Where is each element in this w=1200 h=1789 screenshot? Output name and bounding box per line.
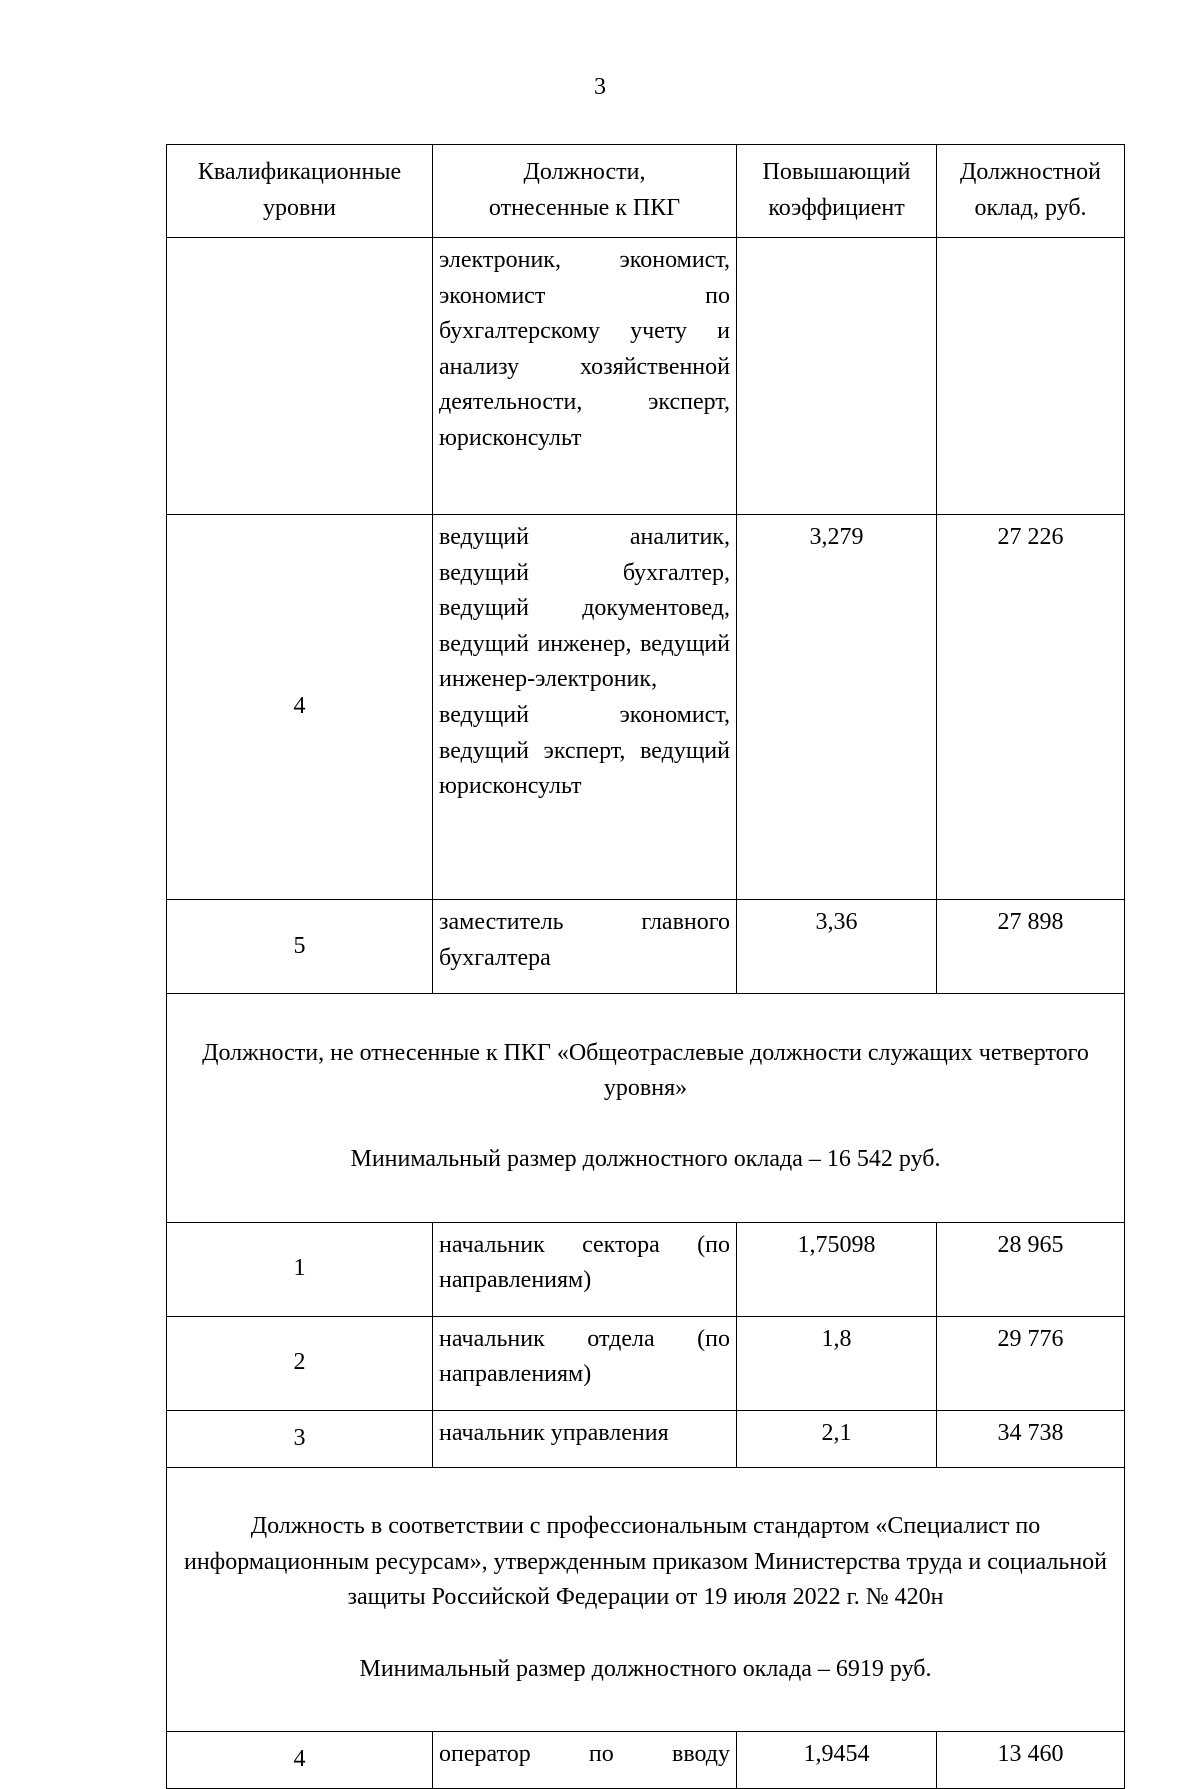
cell-coefficient xyxy=(737,238,937,515)
section-title: Должность в соответствии с профессиональным стандартом «Специалист по информационным ресурсам», утвержденным приказом Министерства труда и социальной защиты Российской Федерации от 19 июля 2022 г. № 420н xyxy=(183,1513,1108,1611)
cell-coefficient: 3,36 xyxy=(737,900,937,994)
cell-coefficient: 2,1 xyxy=(737,1410,937,1467)
cell-level: 3 xyxy=(167,1410,433,1467)
table-header-row xyxy=(167,145,1125,238)
section-heading-general-positions xyxy=(167,994,1125,1223)
table-row xyxy=(167,1410,1125,1467)
section-min-salary: Минимальный размер должностного оклада – 16 542 руб. xyxy=(350,1146,941,1173)
cell-salary: 13 460 xyxy=(937,1731,1125,1788)
table-row xyxy=(167,1222,1125,1316)
page-number: 3 xyxy=(594,74,606,100)
cell-salary: 34 738 xyxy=(937,1410,1125,1467)
table-row xyxy=(167,1316,1125,1410)
header-positions-text: Должности, отнесенные к ПКГ xyxy=(488,159,681,221)
table-row xyxy=(167,515,1125,900)
header-coefficient-text: Повышающий коэффициент xyxy=(762,159,911,221)
cell-coefficient: 1,8 xyxy=(737,1316,937,1410)
header-salary-text: Должностной оклад, руб. xyxy=(960,159,1101,221)
cell-positions: электроник, экономист, экономист по бухгалтерскому учету и анализу хозяйственной деятельности, эксперт, юрисконсульт xyxy=(433,238,737,515)
header-qualification-levels-text: Квалификационные уровни xyxy=(197,159,402,221)
header-positions xyxy=(433,145,737,238)
section-heading-professional-standard xyxy=(167,1467,1125,1731)
cell-positions: оператор по вводу xyxy=(433,1731,737,1788)
salary-table xyxy=(166,144,1125,1789)
cell-positions: заместитель главного бухгалтера xyxy=(433,900,737,994)
cell-positions: начальник отдела (по направлениям) xyxy=(433,1316,737,1410)
cell-level: 5 xyxy=(167,900,433,994)
cell-positions: начальник сектора (по направлениям) xyxy=(433,1222,737,1316)
section-title: Должности, не отнесенные к ПКГ «Общеотраслевые должности служащих четвертого уровня» xyxy=(202,1039,1089,1102)
section-heading-row xyxy=(167,1467,1125,1731)
cell-coefficient: 1,75098 xyxy=(737,1222,937,1316)
cell-coefficient: 1,9454 xyxy=(737,1731,937,1788)
table-row xyxy=(167,1731,1125,1788)
cell-salary: 27 898 xyxy=(937,900,1125,994)
header-salary xyxy=(937,145,1125,238)
cell-level: 2 xyxy=(167,1316,433,1410)
cell-positions: ведущий аналитик, ведущий бухгалтер, ведущий документовед, ведущий инженер, ведущий инженер-электроник, ведущий экономист, ведущий эксперт, ведущий юрисконсульт xyxy=(433,515,737,900)
cell-salary: 28 965 xyxy=(937,1222,1125,1316)
table-row xyxy=(167,238,1125,515)
cell-coefficient: 3,279 xyxy=(737,515,937,900)
section-heading-row xyxy=(167,994,1125,1223)
cell-level xyxy=(167,238,433,515)
cell-salary xyxy=(937,238,1125,515)
cell-salary: 27 226 xyxy=(937,515,1125,900)
cell-level: 4 xyxy=(167,515,433,900)
header-qualification-levels xyxy=(167,145,433,238)
cell-level: 4 xyxy=(167,1731,433,1788)
cell-level: 1 xyxy=(167,1222,433,1316)
cell-positions: начальник управления xyxy=(433,1410,737,1467)
section-min-salary: Минимальный размер должностного оклада – 6919 руб. xyxy=(359,1655,932,1682)
cell-salary: 29 776 xyxy=(937,1316,1125,1410)
header-coefficient xyxy=(737,145,937,238)
table-row xyxy=(167,900,1125,994)
